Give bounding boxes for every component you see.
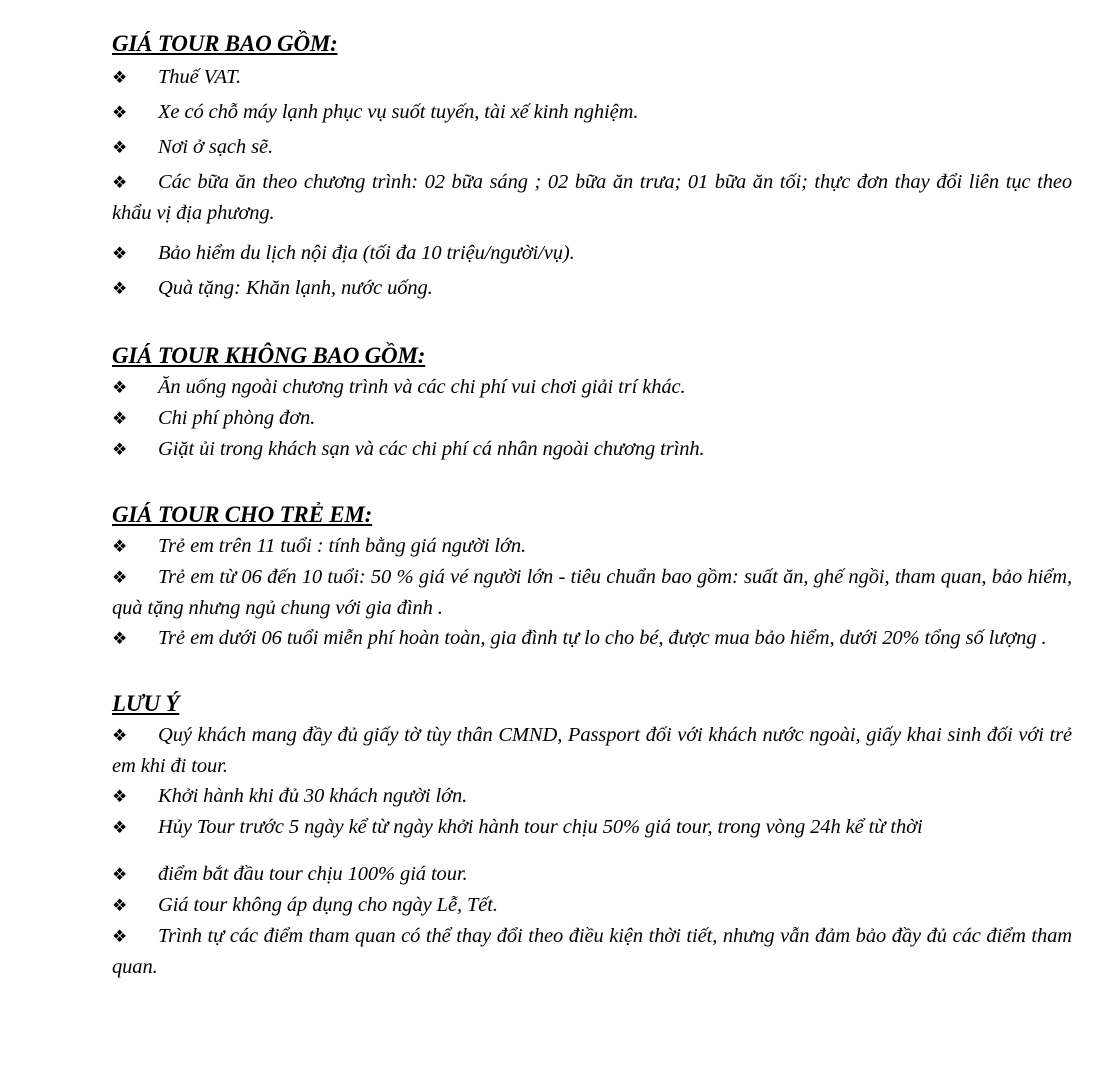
list-item [112,62,1072,93]
list-item [112,167,1072,228]
list-item-text: Trẻ em dưới 06 tuổi miễn phí hoàn toàn, gia đình tự lo cho bé, được mua bảo hiểm, dưới 20% tổng số lượng . [158,627,1047,649]
list-item-text: Trẻ em từ 06 đến 10 tuổi: 50 % giá vé người lớn - tiêu chuẩn bao gồm: suất ăn, ghế ngồi, tham quan, bảo hiểm, quà tặng nhưng ngủ chung với gia đình . [112,566,1072,619]
four-diamond-bullet-icon: ❖ [112,537,128,556]
four-diamond-bullet-icon: ❖ [112,629,128,648]
list-item [112,403,1072,434]
list-item-text: Hủy Tour trước 5 ngày kể từ ngày khởi hành tour chịu 50% giá tour, trong vòng 24h kể từ thời [158,816,923,838]
four-diamond-bullet-icon: ❖ [112,818,128,837]
four-diamond-bullet-icon: ❖ [112,568,128,587]
section-heading-notes: LƯU Ý [112,691,180,716]
four-diamond-bullet-icon: ❖ [112,440,128,459]
list-item-text: Giá tour không áp dụng cho ngày Lễ, Tết. [158,894,498,916]
four-diamond-bullet-icon: ❖ [112,865,128,884]
section-heading-included: GIÁ TOUR BAO GỒM: [112,31,338,56]
list-item-text: Trình tự các điểm tham quan có thể thay đổi theo điều kiện thời tiết, nhưng vẫn đảm bảo đầy đủ các điểm tham quan. [112,925,1072,978]
list-item [112,97,1072,128]
list-item [112,921,1072,982]
list-item-text: Xe có chỗ máy lạnh phục vụ suốt tuyến, tài xế kinh nghiệm. [158,101,639,123]
list-item [112,623,1072,654]
four-diamond-bullet-icon: ❖ [112,173,128,192]
section-included [112,28,1072,304]
list-item-text: Các bữa ăn theo chương trình: 02 bữa sáng ; 02 bữa ăn trưa; 01 bữa ăn tối; thực đơn thay đổi liên tục theo khẩu vị địa phương. [112,171,1072,224]
four-diamond-bullet-icon: ❖ [112,409,128,428]
list-item [112,859,1072,890]
list-item [112,273,1072,304]
list-item [112,238,1072,269]
list-item-text: Bảo hiểm du lịch nội địa (tối đa 10 triệu/người/vụ). [158,242,575,264]
list-item [112,434,1072,465]
list-item-text: Thuế VAT. [158,66,241,88]
four-diamond-bullet-icon: ❖ [112,68,128,87]
four-diamond-bullet-icon: ❖ [112,927,128,946]
list-item [112,372,1072,403]
four-diamond-bullet-icon: ❖ [112,787,128,806]
list-item [112,531,1072,562]
list-item-text: Quà tặng: Khăn lạnh, nước uống. [158,277,433,299]
list-item-text: Chi phí phòng đơn. [158,407,316,429]
section-heading-not-included: GIÁ TOUR KHÔNG BAO GỒM: [112,343,426,368]
list-item-text: Trẻ em trên 11 tuổi : tính bằng giá người lớn. [158,535,527,557]
section-heading-children: GIÁ TOUR CHO TRẺ EM: [112,502,373,527]
four-diamond-bullet-icon: ❖ [112,896,128,915]
list-item [112,890,1072,921]
list-item [112,812,1072,843]
list-item [112,132,1072,163]
section-children [112,499,1072,654]
four-diamond-bullet-icon: ❖ [112,103,128,122]
four-diamond-bullet-icon: ❖ [112,279,128,298]
list-item [112,720,1072,781]
list-item-text: Giặt ủi trong khách sạn và các chi phí cá nhân ngoài chương trình. [158,438,705,460]
list-item-text: Ăn uống ngoài chương trình và các chi phí vui chơi giải trí khác. [158,376,686,398]
section-not-included [112,340,1072,465]
section-notes [112,688,1072,982]
list-item-text: Quý khách mang đầy đủ giấy tờ tùy thân CMND, Passport đối với khách nước ngoài, giấy khai sinh đối với trẻ em khi đi tour. [112,724,1072,777]
list-item [112,562,1072,623]
list-item-text: điểm bắt đầu tour chịu 100% giá tour. [158,863,468,885]
list-item-text: Nơi ở sạch sẽ. [158,136,274,158]
tour-price-document [112,28,1072,982]
four-diamond-bullet-icon: ❖ [112,138,128,157]
list-item-text: Khởi hành khi đủ 30 khách người lớn. [158,785,468,807]
list-item [112,781,1072,812]
four-diamond-bullet-icon: ❖ [112,244,128,263]
four-diamond-bullet-icon: ❖ [112,378,128,397]
four-diamond-bullet-icon: ❖ [112,726,128,745]
